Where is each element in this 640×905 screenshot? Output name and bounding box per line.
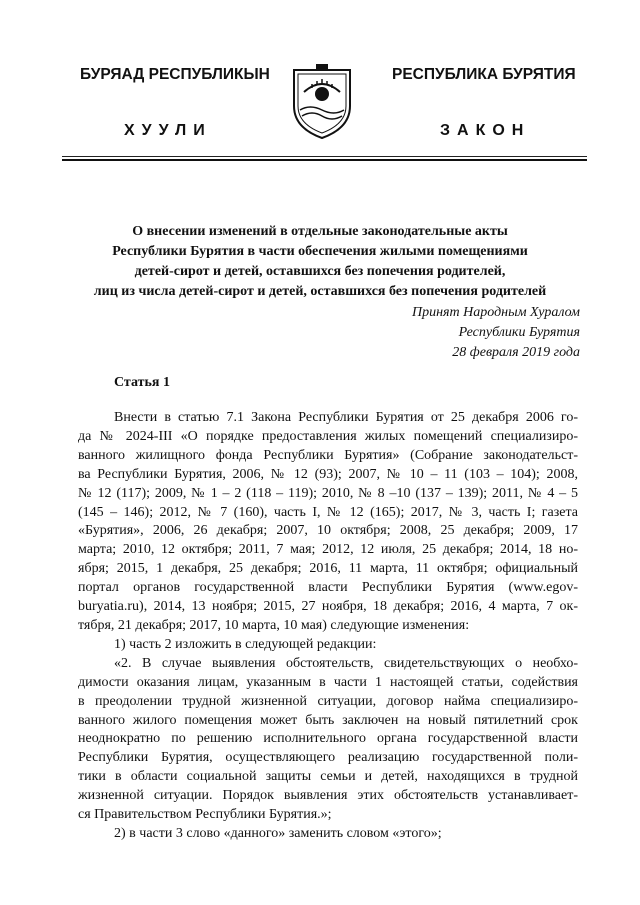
header-divider-thin [62, 156, 587, 157]
adoption-line: Принят Народным Хуралом [411, 305, 580, 320]
body-line: ября; 2015, 1 декабря, 25 декабря; 2016, 11 марта, 11 октября; официальный [78, 561, 578, 577]
right-law-label: ЗАКОН [440, 122, 531, 139]
document-title [40, 222, 600, 302]
body-line: Внести в статью 7.1 Закона Республики Бурятия от 25 декабря 2006 го- [114, 410, 578, 425]
body-line: 2) в части 3 слово «данного» заменить словом «этого»; [114, 825, 442, 841]
title-line: Республики Бурятия в части обеспечения жилыми помещениями [112, 244, 528, 259]
body-line: Республики Бурятия, осуществляющего реализацию государственной поли- [78, 750, 578, 766]
body-line: ванного жилищного фонда Республики Бурятия» (Собрание законодательст- [78, 447, 578, 463]
body-line: марта; 2010, 12 октября; 2011, 7 мая; 2012, 12 июля, 25 декабря; 2014, 18 но- [78, 542, 578, 558]
adoption-date: 28 февраля 2019 года [452, 345, 580, 360]
body-line: «Бурятия», 2006, 26 декабря; 2007, 10 октября; 2008, 25 декабря; 2009, 17 [78, 523, 578, 539]
adoption-note [412, 303, 580, 363]
body-line: неоднократно по решению исполнительного органа государственной власти [78, 731, 578, 747]
body-line: buryatia.ru), 2014, 13 ноября; 2015, 27 ноября, 18 декабря; 2016, 4 марта, 7 ок- [78, 599, 578, 615]
left-header-title: БУРЯАД РЕСПУБЛИКЫН [80, 66, 270, 83]
adoption-line: Республики Бурятия [458, 325, 580, 340]
left-law-label: ХУУЛИ [124, 122, 212, 139]
title-line: О внесении изменений в отдельные законодательные акты [132, 224, 508, 239]
body-line: (145 – 146); 2012, № 7 (160), часть I, № 12 (165); 2017, № 3, часть I; газета [78, 504, 578, 520]
body-line: 1) часть 2 изложить в следующей редакции: [114, 636, 377, 652]
body-line: ванного жилого помещения может быть заключен на новый пятилетний срок [78, 712, 578, 728]
article-body [78, 409, 578, 844]
body-line: ва Республики Бурятия, 2006, № 12 (93); 2007, № 10 – 11 (103 – 104); 2008, [78, 466, 578, 482]
body-line: димости оказания лицам, указанным в части 1 настоящей статьи, содействия [78, 674, 578, 690]
body-line: в преодолении трудной жизненной ситуации, договор найма специализиро- [78, 693, 578, 709]
body-line: тики в области социальной защиты семьи и детей, находящихся в трудной [78, 769, 578, 785]
header-divider-thick [62, 159, 587, 161]
body-line: № 12 (117); 2009, № 1 – 2 (118 – 119); 2010, № 8 –10 (137 – 139); 2011, № 4 – 5 [78, 485, 578, 501]
body-line: портал органов государственной власти Республики Бурятия (www.egov- [78, 580, 578, 596]
body-line: тября, 21 декабря; 2017, 10 марта, 10 мая) следующие изменения: [78, 617, 470, 633]
right-header-title: РЕСПУБЛИКА БУРЯТИЯ [392, 66, 576, 83]
coat-of-arms-emblem-icon [290, 62, 354, 140]
article-heading: Статья 1 [114, 375, 170, 390]
body-line: да № 2024-III «О порядке предоставления жилых помещений специализиро- [78, 428, 578, 444]
title-line: лиц из числа детей-сирот и детей, оставшихся без попечения родителей [93, 284, 547, 299]
body-line: «2. В случае выявления обстоятельств, свидетельствующих о необхо- [114, 655, 578, 671]
body-line: жизненной ситуации. Порядок выявления этих обстоятельств устанавливает- [78, 788, 578, 804]
title-line: детей-сирот и детей, оставшихся без попечения родителей, [134, 264, 506, 279]
body-line: ся Правительством Республики Бурятия.»; [78, 807, 332, 823]
